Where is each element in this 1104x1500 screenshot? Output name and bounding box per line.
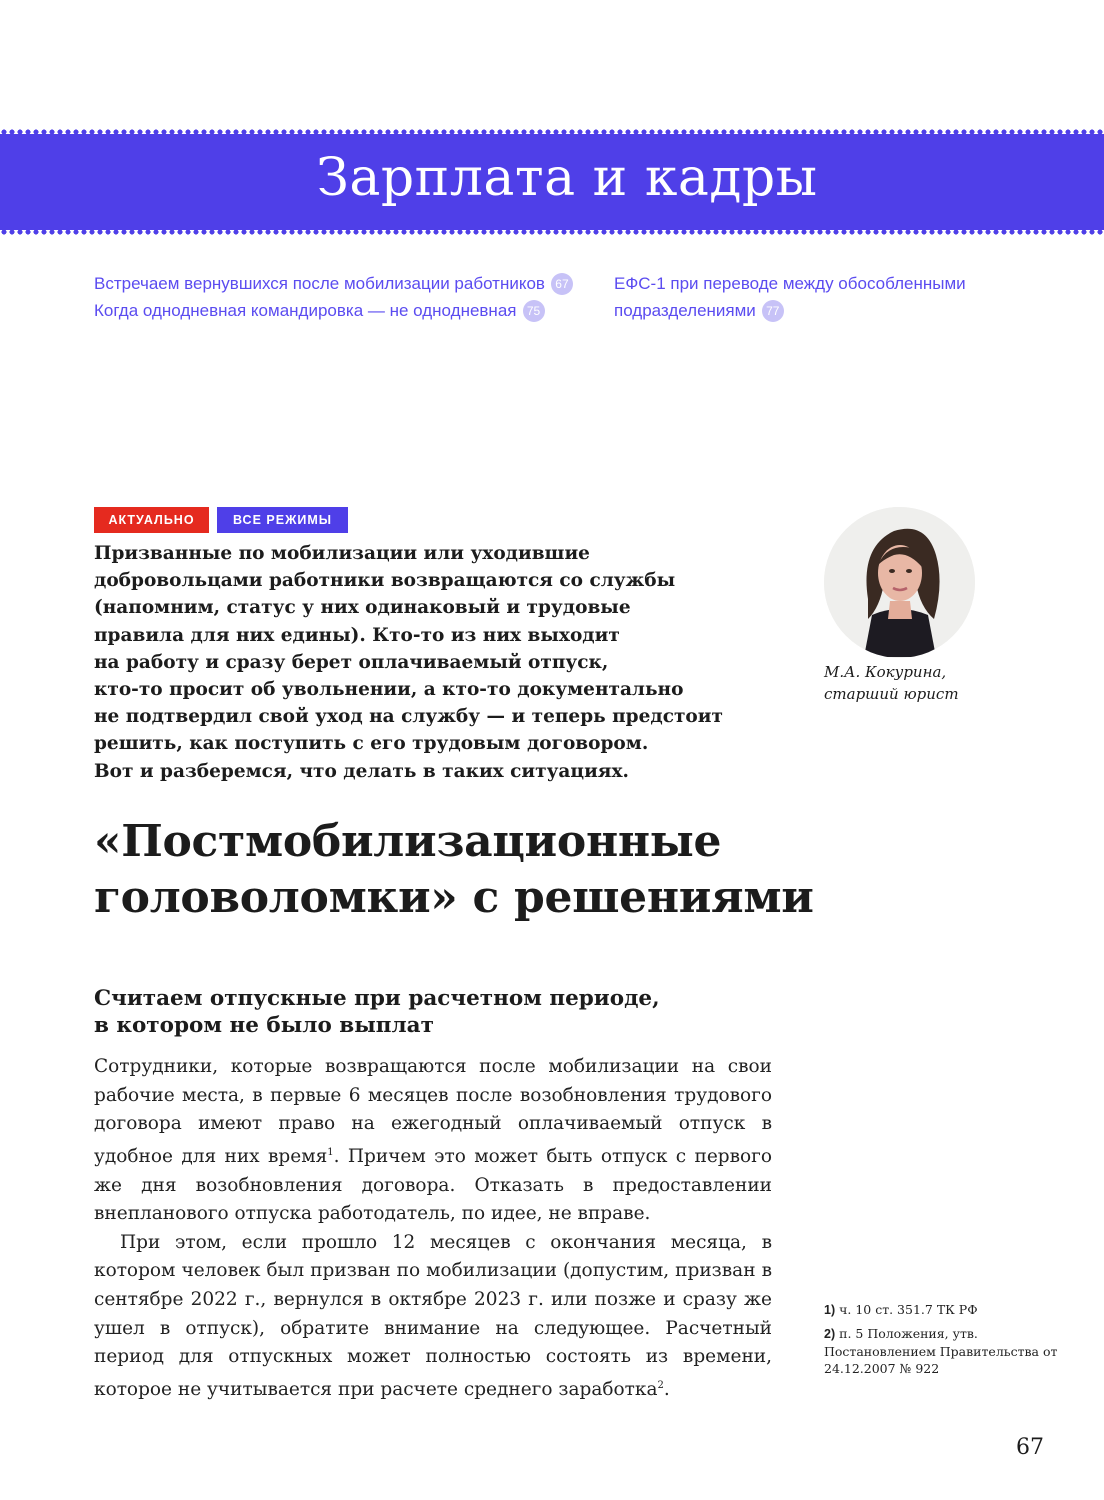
toc-link-text: подразделениями	[614, 301, 756, 320]
toc-link-text: Когда однодневная командировка — не однодневная	[94, 301, 517, 320]
author-caption	[824, 661, 959, 705]
section-banner	[0, 128, 1104, 236]
tag-topical: АКТУАЛЬНО	[94, 507, 209, 533]
footnote-ref[interactable]: 2	[657, 1379, 664, 1391]
article-title: «Постмобилизационные головоломки» с решениями	[94, 816, 814, 923]
banner-scalloped-edge-bottom	[0, 229, 1104, 235]
paragraph: Сотрудники, которые возвращаются после мобилизации на свои рабочие места, в первые 6 месяцев после возобновления трудового договора имеют право на ежегодный оплачиваемый отпуск в удобное для них время$^1$. Причем это может быть отпуск с первого же дня возобновления договора. Отказать в предоставлении внепланового отпуска работодатель, по идее, не вправе.	[94, 1056, 772, 1225]
page-number: 67	[1016, 1435, 1044, 1460]
author-name: М.А. Кокурина,	[824, 663, 947, 681]
page-badge: 67	[551, 273, 573, 295]
author-portrait-illustration	[824, 507, 975, 658]
footnotes	[824, 1301, 1064, 1383]
toc-link-text: Встречаем вернувшихся после мобилизации работников	[94, 274, 545, 293]
toc-left-column	[94, 270, 569, 324]
page-badge: 77	[762, 300, 784, 322]
footnote: 2) п. 5 Положения, утв. Постановлением Правительства от 24.12.2007 № 922	[824, 1326, 1058, 1376]
tag-all-modes: ВСЕ РЕЖИМЫ	[217, 507, 348, 533]
toc-link-text-line2	[614, 297, 974, 324]
paragraph: При этом, если прошло 12 месяцев с окончания месяца, в котором человек был призван по мобилизации (допустим, призван в сентябре 2022 г., вернулся в октябре 2023 г. или позже и сразу же ушел в отпуск), обратите внимание на следующее. Расчетный период для отпускных может полностью состоять из времени, которое не учитывается при расчете среднего заработка$^2$.	[94, 1231, 772, 1400]
toc-link-efs[interactable]	[614, 270, 974, 324]
page-badge: 75	[523, 300, 545, 322]
section-heading: Считаем отпускные при расчетном периоде, в котором не было выплат	[94, 986, 660, 1038]
toc-link-mobilization[interactable]	[94, 270, 569, 297]
footnote: 1) ч. 10 ст. 351.7 ТК РФ	[824, 1302, 978, 1317]
author-photo	[824, 507, 975, 658]
article-body	[94, 1053, 772, 1404]
section-title: Зарплата и кадры	[316, 148, 818, 208]
toc-link-text-line1: ЕФС-1 при переводе между обособленными	[614, 274, 966, 293]
article-lead: Призванные по мобилизации или уходившие добровольцами работники возвращаются со службы (напомним, статус у них одинаковый и трудовые правила для них едины). Кто-то из них выходит на работу и сразу берет оплачиваемый отпуск, кто-то просит об увольнении, а кто-то документально не подтвердил свой уход на службу — и теперь предстоит решить, как поступить с его трудовым договором. Вот и разберемся, что делать в таких ситуациях.	[94, 543, 723, 782]
author-role: старший юрист	[824, 685, 959, 703]
toc-link-business-trip[interactable]	[94, 297, 564, 324]
footnote-ref[interactable]: 1	[327, 1146, 334, 1158]
